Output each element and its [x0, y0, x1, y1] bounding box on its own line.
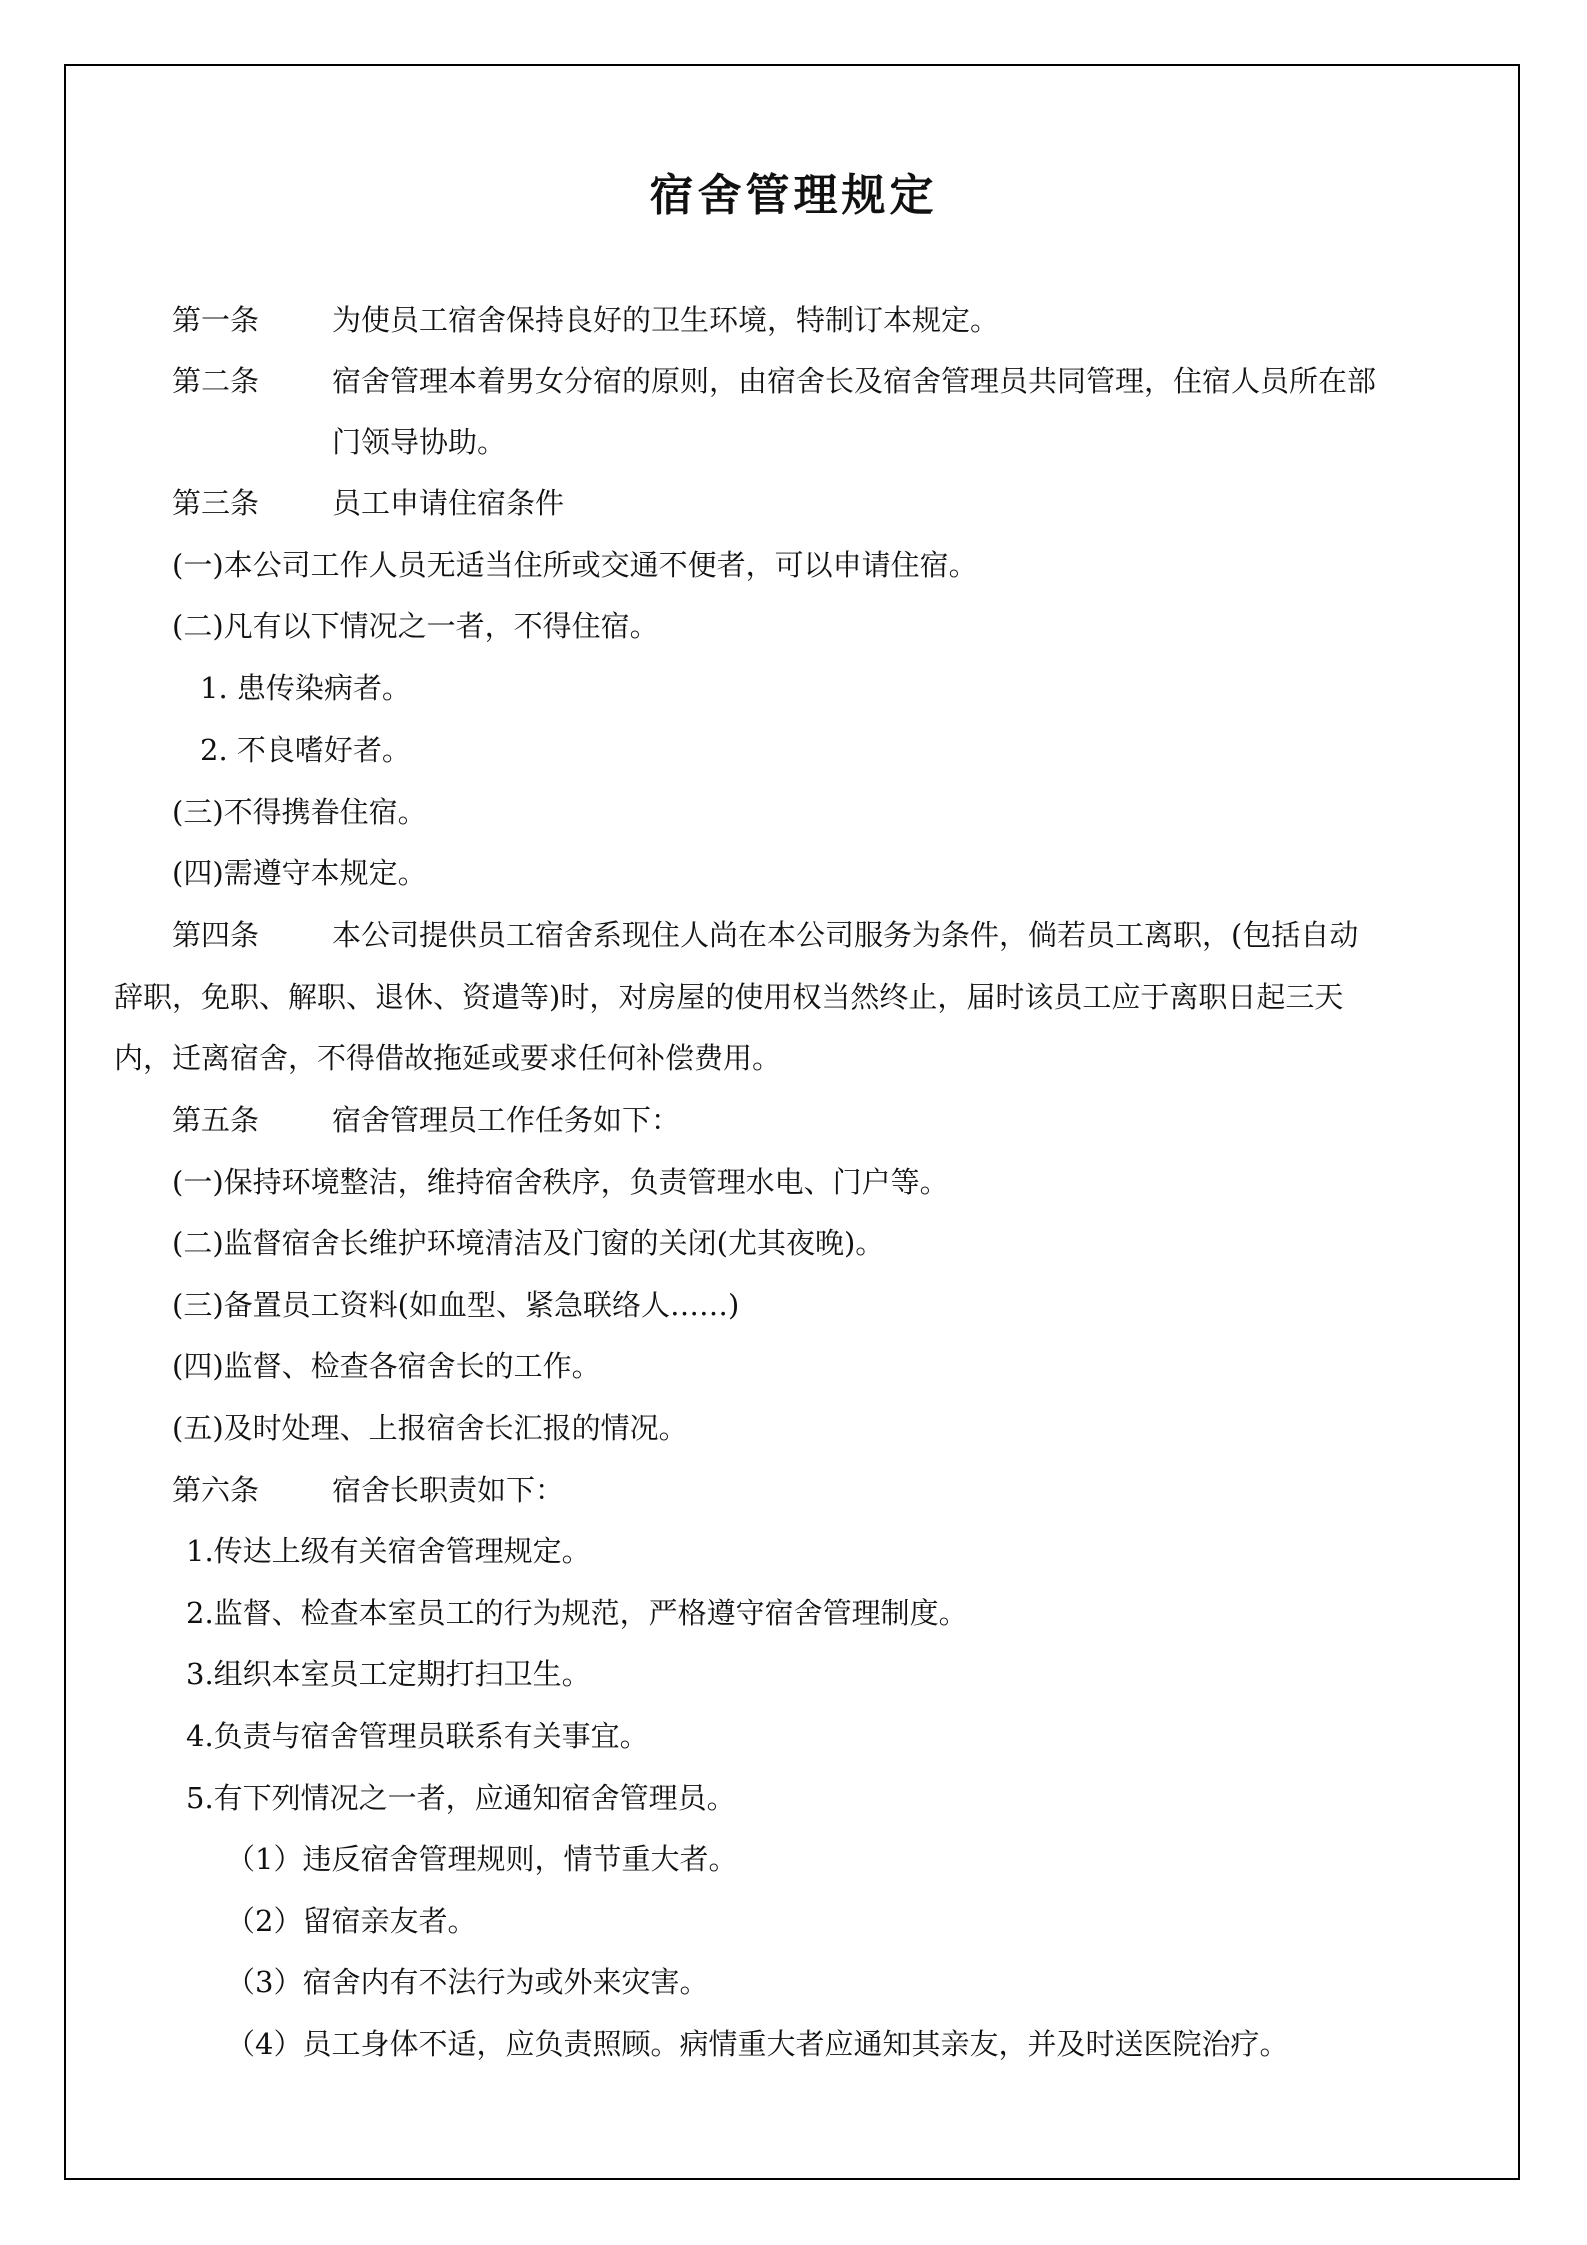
article-6-item-5-sub-4: （4）员工身体不适，应负责照顾。病情重大者应通知其亲友，并及时送医院治疗。 — [226, 2027, 1289, 2061]
article-4-text-line1: 本公司提供员工宿舍系现住人尚在本公司服务为条件，倘若员工离职，(包括自动 — [332, 918, 1359, 952]
article-5-item-1: (一)保持环境整洁，维持宿舍秩序，负责管理水电、门户等。 — [172, 1165, 949, 1199]
article-3-label: 第三条 — [172, 486, 260, 520]
article-3-text: 员工申请住宿条件 — [332, 486, 565, 520]
article-3-item-3: (三)不得携眷住宿。 — [172, 795, 427, 829]
article-2-text-line2: 门领导协助。 — [332, 425, 507, 459]
article-6-item-3: 3.组织本室员工定期打扫卫生。 — [186, 1657, 591, 1691]
article-6-item-5-sub-3: （3）宿舍内有不法行为或外来灾害。 — [226, 1965, 709, 1999]
article-6-item-1: 1.传达上级有关宿舍管理规定。 — [186, 1534, 591, 1568]
article-6-item-5: 5.有下列情况之一者，应通知宿舍管理员。 — [186, 1781, 736, 1815]
article-1-text: 为使员工宿舍保持良好的卫生环境，特制订本规定。 — [332, 303, 1000, 337]
article-6-item-5-sub-1: （1）违反宿舍管理规则，情节重大者。 — [226, 1842, 738, 1876]
article-6-item-4: 4.负责与宿舍管理员联系有关事宜。 — [186, 1719, 649, 1753]
article-3-item-2-sub-2: 2. 不良嗜好者。 — [200, 733, 411, 767]
article-5-item-2: (二)监督宿舍长维护环境清洁及门窗的关闭(尤其夜晚)。 — [172, 1226, 885, 1260]
article-4-label: 第四条 — [172, 918, 260, 952]
article-3-item-4: (四)需遵守本规定。 — [172, 856, 427, 890]
article-6-text: 宿舍长职责如下： — [332, 1473, 565, 1507]
article-6-label: 第六条 — [172, 1473, 260, 1507]
article-3-item-2: (二)凡有以下情况之一者，不得住宿。 — [172, 609, 659, 643]
article-2-label: 第二条 — [172, 364, 260, 398]
article-5-label: 第五条 — [172, 1103, 260, 1137]
article-5-item-3: (三)备置员工资料(如血型、紧急联络人……) — [172, 1288, 740, 1322]
article-5-item-4: (四)监督、检查各宿舍长的工作。 — [172, 1349, 601, 1383]
article-6-item-5-sub-2: （2）留宿亲友者。 — [226, 1904, 477, 1938]
article-5-item-5: (五)及时处理、上报宿舍长汇报的情况。 — [172, 1411, 688, 1445]
article-5-text: 宿舍管理员工作任务如下： — [332, 1103, 681, 1137]
article-2-text-line1: 宿舍管理本着男女分宿的原则，由宿舍长及宿舍管理员共同管理，住宿人员所在部 — [332, 364, 1377, 398]
document-title: 宿舍管理规定 — [649, 170, 938, 221]
article-4-text-line2: 辞职，免职、解职、退休、资遣等)时，对房屋的使用权当然终止，届时该员工应于离职日起三天 — [114, 980, 1344, 1014]
article-1-label: 第一条 — [172, 303, 260, 337]
article-4-text-line3: 内，迁离宿舍，不得借故拖延或要求任何补偿费用。 — [114, 1041, 782, 1075]
article-6-item-2: 2.监督、检查本室员工的行为规范，严格遵守宿舍管理制度。 — [186, 1596, 968, 1630]
article-3-item-2-sub-1: 1. 患传染病者。 — [200, 671, 411, 705]
article-3-item-1: (一)本公司工作人员无适当住所或交通不便者，可以申请住宿。 — [172, 548, 978, 582]
